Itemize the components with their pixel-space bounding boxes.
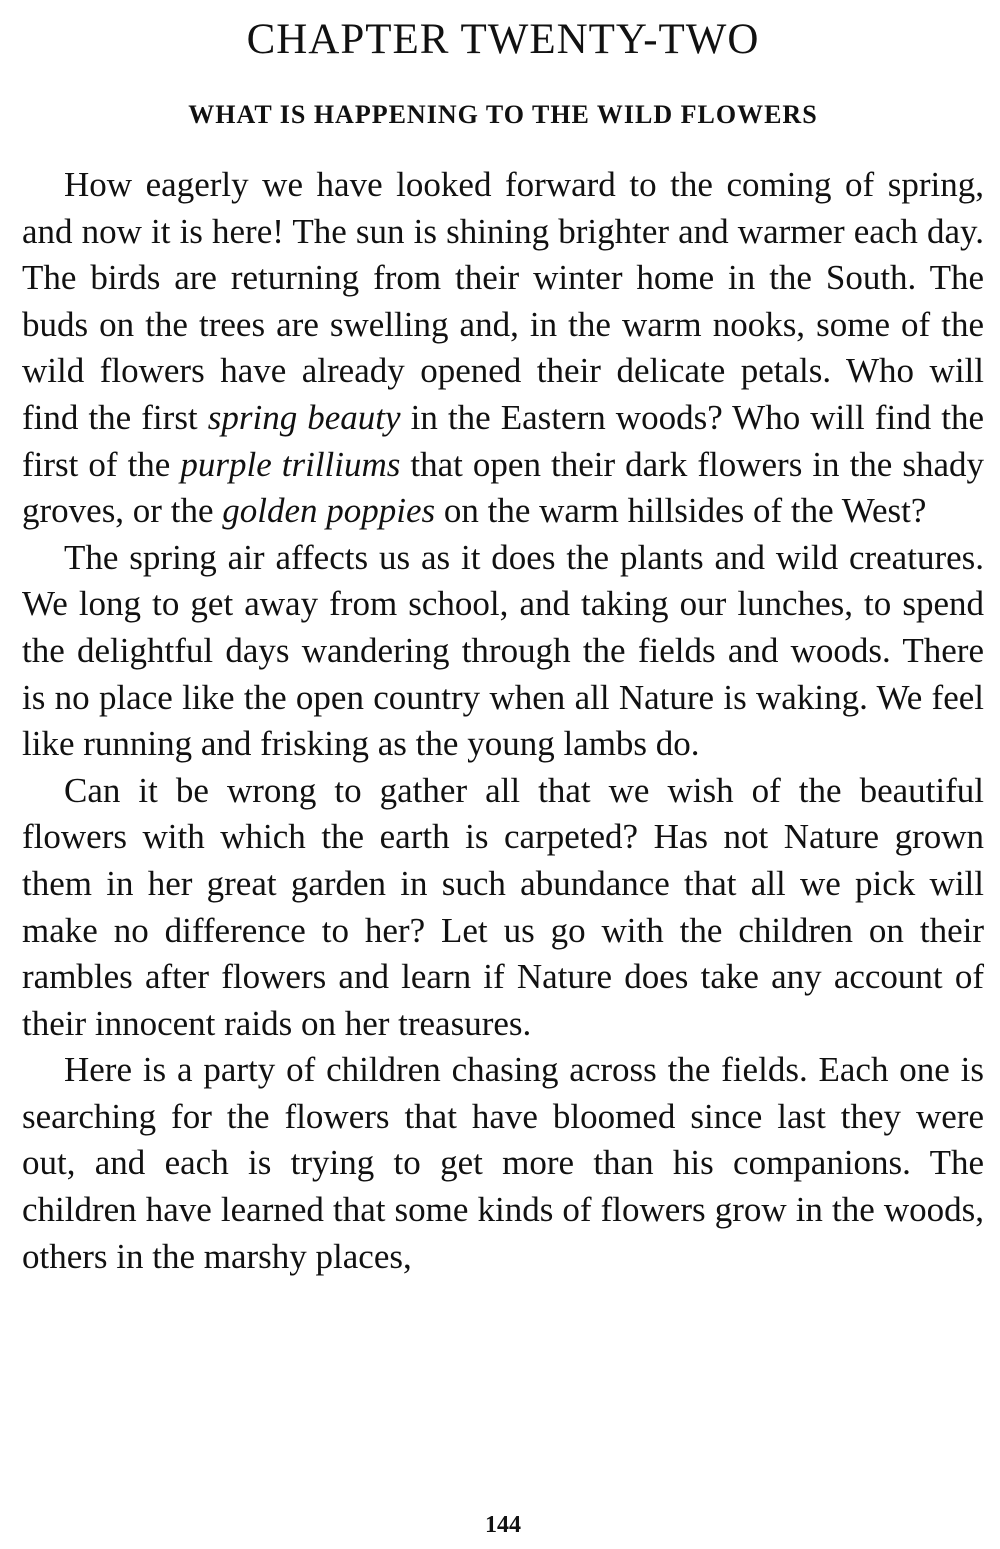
paragraph-4 <box>22 1047 984 1280</box>
chapter-subtitle: WHAT IS HAPPENING TO THE WILD FLOWERS <box>188 100 818 129</box>
italic-segment: purple trilliums <box>180 444 401 484</box>
paragraph-3 <box>22 768 984 1048</box>
body-text <box>22 162 984 1280</box>
text-segment: on the warm hillsides of the West? <box>435 491 927 531</box>
italic-segment: golden poppies <box>222 491 436 531</box>
italic-segment: spring beauty <box>207 397 401 437</box>
text-segment: that open their dark flowers in the shady groves, or the <box>22 444 985 531</box>
chapter-title: CHAPTER TWENTY-TWO <box>246 16 760 63</box>
text-segment: Can it be wrong to gather all that we wish of the beautiful flowers with which the earth is carpeted? Has not Nature grown them in her great garden in such abundance that all we pick will make no difference to her? Let us go with the children on their rambles after flowers and learn if Nature does take any account of their innocent raids on her treasures. <box>22 770 984 1043</box>
text-segment: in the Eastern woods? Who will find the first of the <box>22 397 984 484</box>
page-number: 144 <box>485 1512 521 1538</box>
text-segment: The spring air affects us as it does the plants and wild creatures. We long to get away from school, and taking our lunches, to spend the delightful days wandering through the fields and woods. There is no place like the open country when all Nature is waking. We feel like running and frisking as the young lambs do. <box>22 537 984 764</box>
text-segment: How eagerly we have looked forward to the coming of spring, and now it is here! The sun is shining brighter and warmer each day. The birds are returning from their winter home in the South. The buds on the trees are swelling and, in the warm nooks, some of the wild flowers have already opened their delicate petals. Who will find the first <box>22 165 984 437</box>
paragraph-2 <box>22 535 984 768</box>
text-segment: Here is a party of children chasing across the fields. Each one is searching for the flowers that have bloomed since last they were out, and each is trying to get more than his companions. The children have learned that some kinds of flowers grow in the woods, others in the marshy places, <box>22 1050 984 1276</box>
book-page <box>22 0 984 1549</box>
paragraph-1 <box>22 162 984 535</box>
